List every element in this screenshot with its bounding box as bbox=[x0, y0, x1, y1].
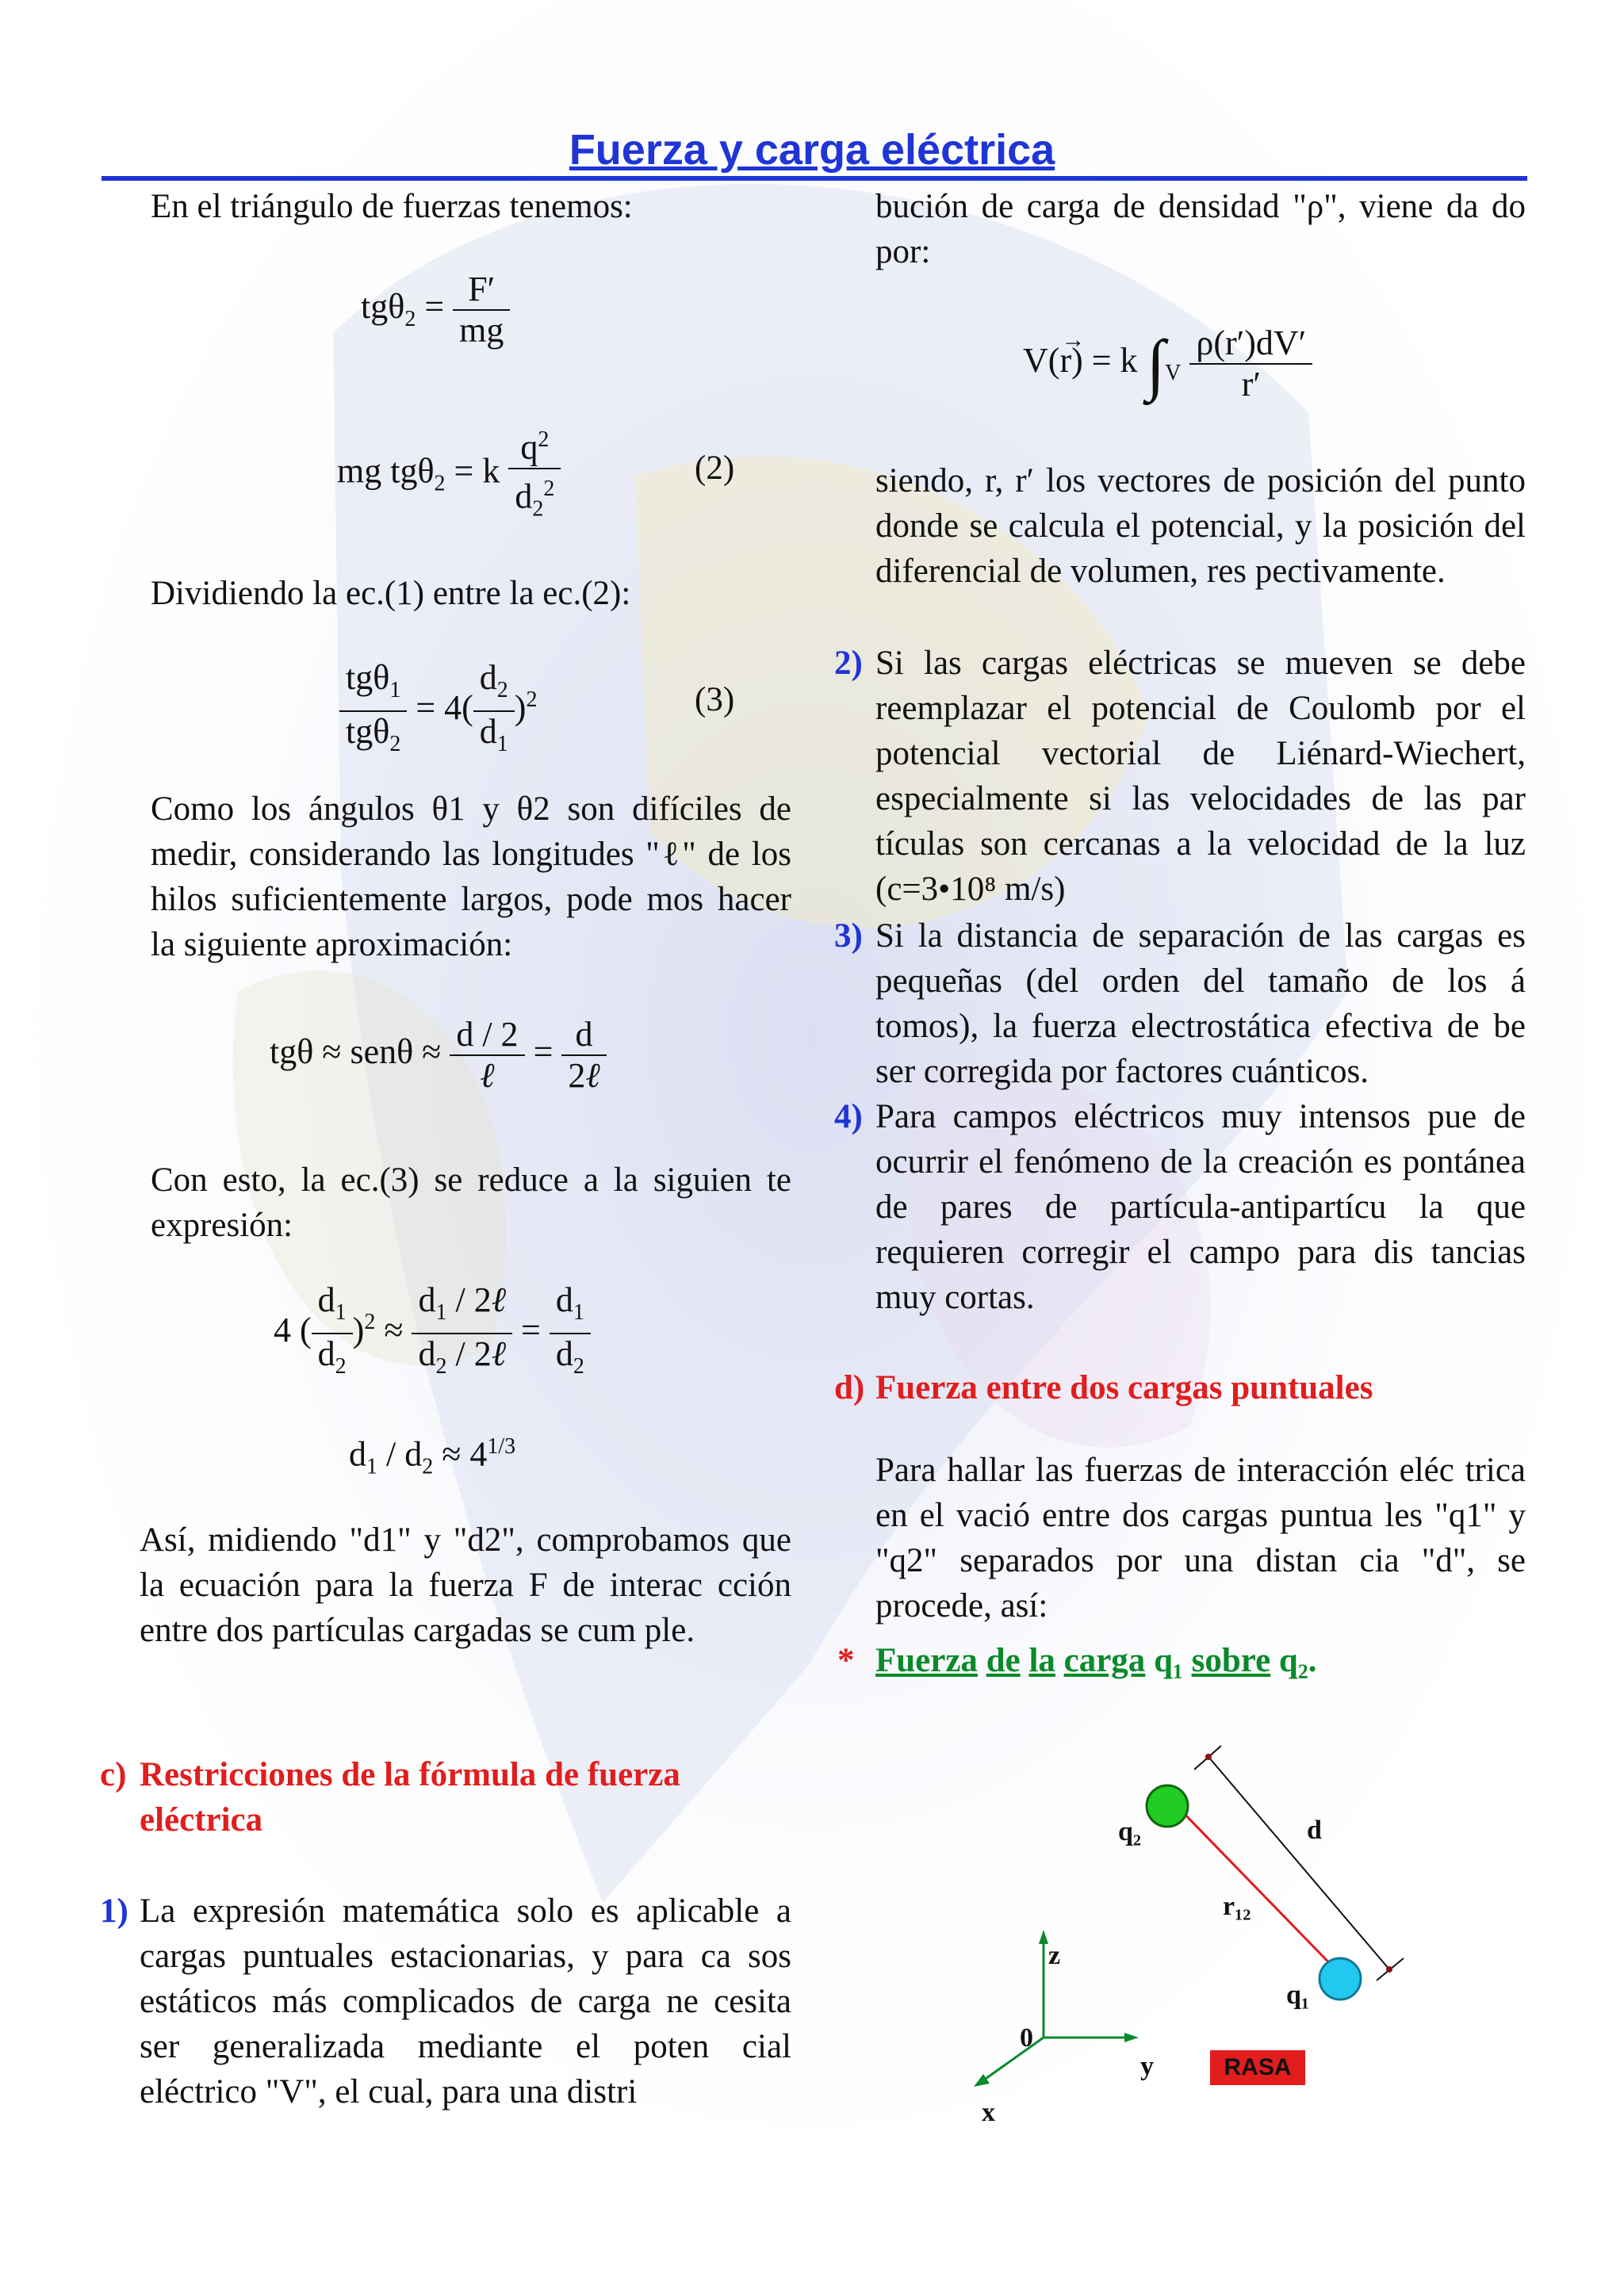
section-c-label: c) bbox=[100, 1756, 127, 1793]
subheading-fuerza: Fuerza de la carga q₁ sobre q₂. bbox=[875, 1642, 1317, 1679]
left-dividiendo: Dividiendo la ec.(1) entre la ec.(2): bbox=[151, 575, 631, 612]
equation-2: mg tgθ$_2$ = k $\frac{q^2}{d_2^2}$ bbox=[337, 420, 561, 529]
section-d-label: d) bbox=[834, 1369, 865, 1406]
equation-potential: V(r → ) = k $\int_V$ $\frac{\rho(r')dV'}{r'}$ bbox=[1023, 323, 1312, 404]
left-asi-midiendo: Así, midiendo "d1" y "d2", comprobamos que la ecuación para la fuerza F de interac cción entre dos partículas cargadas se cum ple. bbox=[140, 1521, 791, 1649]
eq4-lhs: tgθ ≈ senθ ≈ bbox=[270, 1032, 442, 1072]
eq1-den: mg bbox=[459, 311, 504, 350]
eq2-number: (2) bbox=[695, 450, 735, 487]
distance-line bbox=[1208, 1757, 1389, 1969]
charge-q2 bbox=[1147, 1785, 1188, 1827]
page-title: Fuerza y carga eléctrica bbox=[569, 126, 1055, 174]
left-intro: En el triángulo de fuerzas tenemos: bbox=[151, 188, 633, 225]
item-2-label: 2) bbox=[834, 645, 863, 682]
left-con-esto: Con esto, la ec.(3) se reduce a la siguien te expresión: bbox=[151, 1161, 791, 1244]
left-angulos: Como los ángulos θ1 y θ2 son difíciles de medir, considerando las longitudes "ℓ" de los hilos suficientemente largos, pode mos hacer la siguiente aproximación: bbox=[151, 790, 791, 963]
item-4-text: Para campos eléctricos muy intensos pue de ocurrir el fenómeno de la creación es pontánea de pares de partícula-antipartícu la que requieren corregir el campo para dis tancias muy cortas. bbox=[875, 1098, 1526, 1316]
x-axis bbox=[983, 2038, 1044, 2080]
distance-endpoint-bottom bbox=[1386, 1966, 1392, 1973]
rasa-badge: RASA bbox=[1210, 2050, 1305, 2085]
x-axis-arrow bbox=[974, 2074, 990, 2087]
label-x: x bbox=[982, 2098, 995, 2127]
item-3-label: 3) bbox=[834, 917, 863, 955]
item-1-label: 1) bbox=[100, 1892, 128, 1930]
section-d-heading: Fuerza entre dos cargas puntuales bbox=[875, 1369, 1373, 1406]
label-z: z bbox=[1048, 1941, 1061, 1970]
subheading-star: * bbox=[837, 1642, 855, 1679]
right-siendo: siendo, r, r′ los vectores de posición del punto donde se calcula el potencial, y la posición del diferencial de volumen, res pectivamente. bbox=[875, 462, 1526, 590]
item-2-text: Si las cargas eléctricas se mueven se debe reemplazar el potencial de Coulomb por el potencial vectorial de Liénard-Wiechert, especialmente si las velocidades de las par tículas son cercanas a la velocidad de la luz (c=3•10⁸ m/s) bbox=[875, 645, 1526, 908]
equation-6: $d_1 / d_2 \approx 4^{1/3}$ bbox=[349, 1434, 516, 1479]
label-r12: r₁₂ bbox=[1223, 1892, 1251, 1921]
section-c-heading: Restricciones de la fórmula de fuerza eléctrica bbox=[140, 1756, 680, 1839]
label-d: d bbox=[1307, 1816, 1322, 1845]
equation-5: 4 ( $\frac{d_1}{d_2}$ )$^2$ ≈ $\frac{d_1 / 2\ell}{d_2 / 2\ell}$ = $\frac{d_1}{d_2}$ bbox=[274, 1280, 591, 1387]
title-rule bbox=[102, 176, 1527, 181]
eq1-num: F′ bbox=[453, 270, 510, 311]
eq3-number: (3) bbox=[695, 681, 735, 718]
label-q1: q₁ bbox=[1286, 1980, 1310, 2010]
label-q2: q₂ bbox=[1118, 1817, 1142, 1846]
eq2-lhs: mg tgθ bbox=[337, 451, 435, 491]
label-y: y bbox=[1140, 2052, 1154, 2081]
eq1-lhs: tgθ bbox=[361, 287, 405, 327]
item-1-text: La expresión matemática solo es aplicable a cargas puntuales estacionarias, y para ca sos estáticos más complicados de carga ne cesita ser generalizada mediante el poten cial eléctrico "V", el cual, para una distri bbox=[140, 1892, 791, 2110]
item-3-text: Si la distancia de separación de las cargas es pequeñas (del orden del tamaño de los á tomos), la fuerza electrostática efectiva de be ser corregida por factores cuánticos. bbox=[875, 917, 1526, 1090]
right-para-hallar: Para hallar las fuerzas de interacción eléc trica en el vació entre dos cargas puntua les "q1" y "q2" separados por una distan cia "d", se procede, así: bbox=[875, 1452, 1526, 1624]
right-bucion: bución de carga de densidad "ρ", viene da do por: bbox=[875, 188, 1526, 270]
equation-1: tgθ$_2$ = $\frac{F'}{mg}$ bbox=[361, 270, 510, 350]
distance-endpoint-top bbox=[1205, 1754, 1212, 1760]
eq2-k: = k bbox=[454, 451, 500, 491]
charge-q1 bbox=[1320, 1958, 1361, 1999]
item-4-label: 4) bbox=[834, 1098, 863, 1135]
z-axis-arrow bbox=[1039, 1930, 1048, 1944]
y-axis-arrow bbox=[1124, 2033, 1139, 2042]
equation-4: tgθ ≈ senθ ≈ $\frac{d / 2}{\text{ℓ}}$ = $\frac{d}{\text{2ℓ}}$ bbox=[270, 1015, 607, 1096]
label-origin: 0 bbox=[1020, 2023, 1033, 2053]
equation-3: $\frac{tg\theta_1}{tg\theta_2}$ = 4( $\frac{d_2}{d_1}$ )$^2$ bbox=[339, 658, 537, 764]
